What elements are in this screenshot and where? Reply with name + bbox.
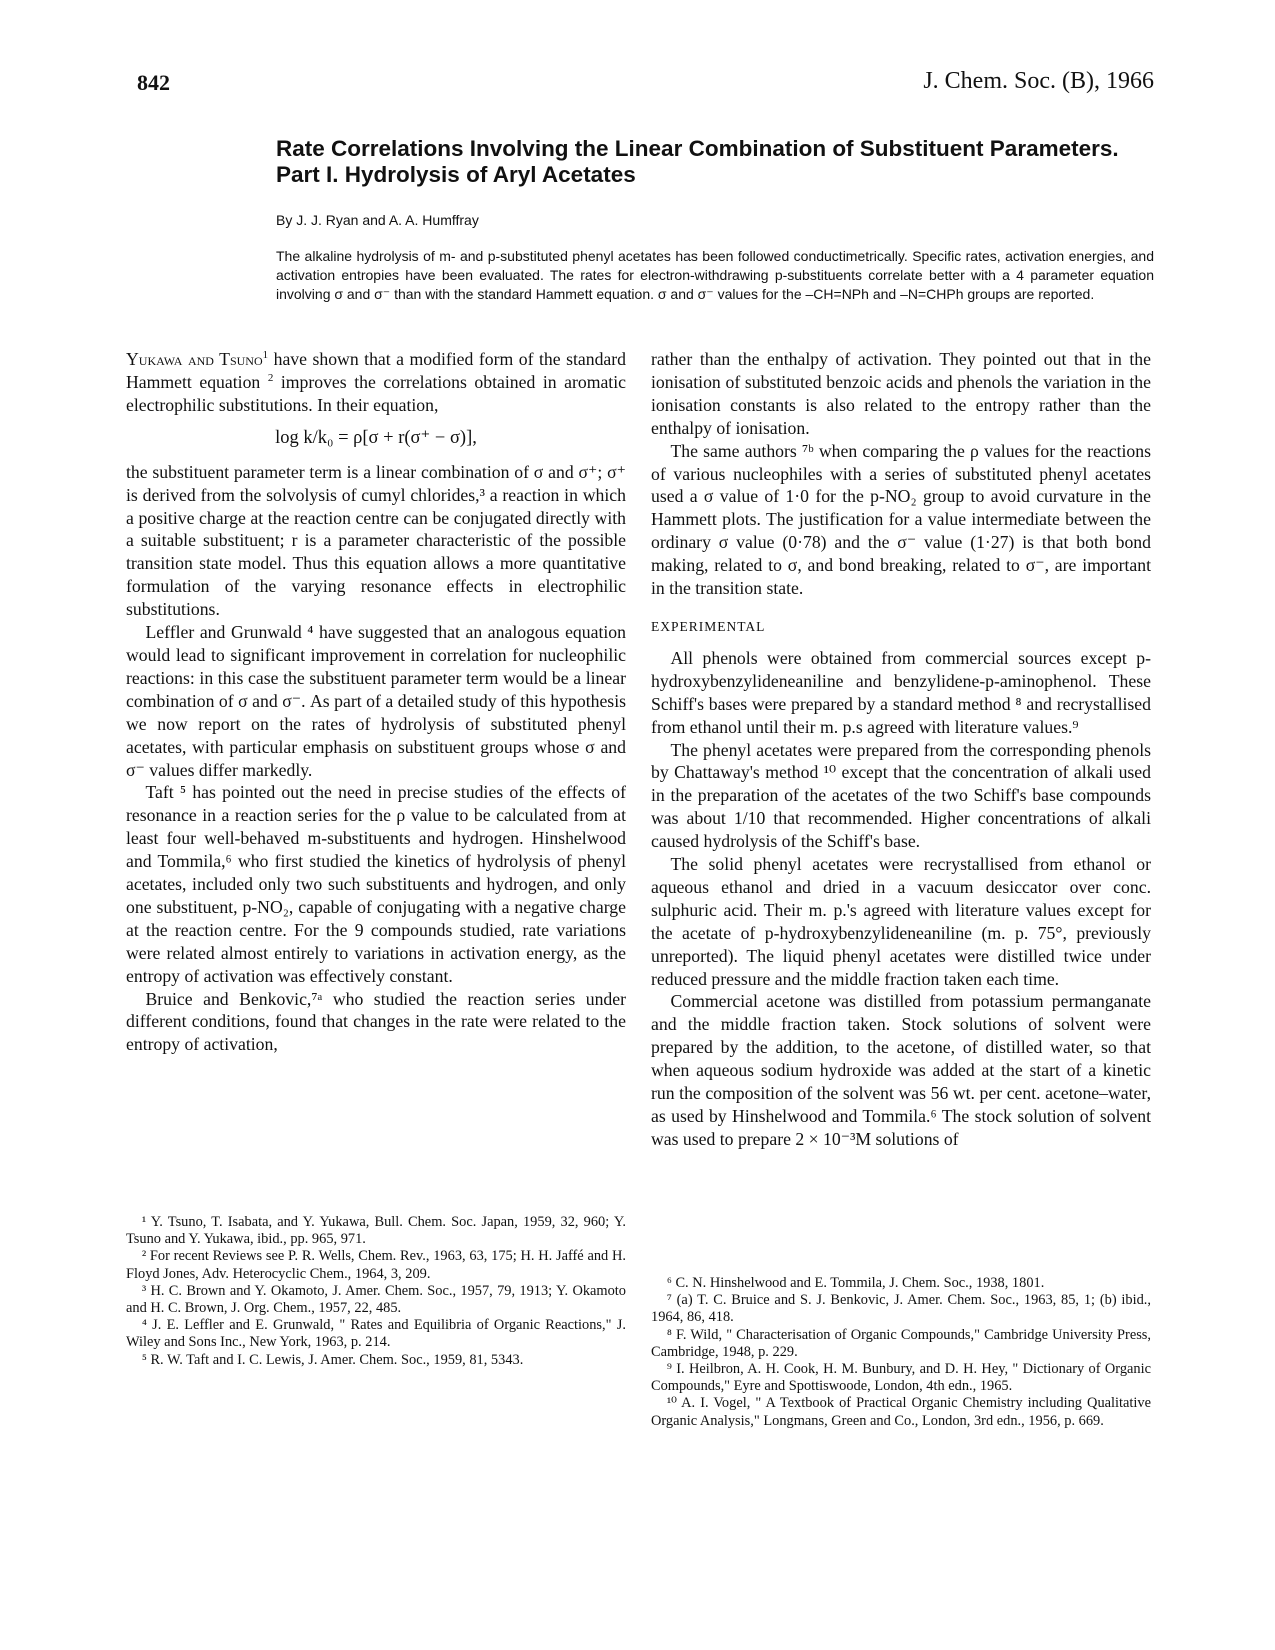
left-paragraph-1-text-a: have shown that a modified form of the standard Hammett equation [126,349,626,392]
intro-lead-authors: Yukawa and Tsuno [126,349,263,369]
left-column [126,348,626,1056]
left-paragraph-5: Bruice and Benkovic,⁷ᵃ who studied the reaction series under different conditions, found that changes in the rate were related to the entropy of activation, [126,988,626,1055]
footnote-4: ⁴ J. E. Leffler and E. Grunwald, " Rates and Equilibria of Organic Reactions," J. Wiley and Sons Inc., New York, 1963, p. 214. [126,1317,626,1351]
footnotes-left [126,1214,626,1369]
footnote-3: ³ H. C. Brown and Y. Okamoto, J. Amer. Chem. Soc., 1957, 79, 1913; Y. Okamoto and H. C. Brown, J. Org. Chem., 1957, 22, 485. [126,1282,626,1317]
left-paragraph-4: Taft ⁵ has pointed out the need in precise studies of the effects of resonance in a reaction series for the ρ value to be calculated from at least four well-behaved m-substituents and hydrogen. Hinshelwood and Tommila,⁶ who first studied the kinetics of hydrolysis of phenyl acetates, included only two such substituents and hydrogen, and only one substituent, p-NO₂, capable of conjugating with a negative charge at the reaction centre. For the 9 compounds studied, rate variations were related almost entirely to variations in activation energy, as the entropy of activation was effectively constant. [126,782,626,986]
right-paragraph-4: The phenyl acetates were prepared from the corresponding phenols by Chattaway's method ¹⁰ except that the concentration of alkali used in the preparation of the acetates of the two Schiff's base compounds was about 1/10 that recommended. Higher concentrations of alkali caused hydrolysis of the Schiff's base. [651,739,1151,852]
footnote-ref: 1 [262,349,269,362]
right-paragraph-5: The solid phenyl acetates were recrystallised from ethanol or aqueous ethanol and dried in a vacuum desiccator over conc. sulphuric acid. Their m. p.'s agreed with literature values except for the acetate of p-hydroxybenzylideneaniline (m. p. 75°, previously unreported). The liquid phenyl acetates were distilled twice under reduced pressure and the middle fraction taken each time. [651,854,1151,989]
left-paragraph-2: the substituent parameter term is a linear combination of σ and σ⁺; σ⁺ is derived from the solvolysis of cumyl chlorides,³ a reaction in which a positive charge at the reaction centre can be conjugated directly with a suitable substituent; r is a parameter characteristic of the possible transition state model. Thus this equation allows a more quantitative formulation of the varying resonance effects in electrophilic substitutions. [126,461,626,620]
footnote-7: ⁷ (a) T. C. Bruice and S. J. Benkovic, J. Amer. Chem. Soc., 1963, 85, 1; (b) ibid., 1964, 86, 418. [651,1292,1151,1326]
footnote-1: ¹ Y. Tsuno, T. Isabata, and Y. Yukawa, Bull. Chem. Soc. Japan, 1959, 32, 960; Y. Tsuno and Y. Yukawa, ibid., pp. 965, 971. [126,1214,626,1248]
left-paragraph-1 [126,348,626,417]
footnote-8: ⁸ F. Wild, " Characterisation of Organic Compounds," Cambridge University Press, Cambridge, 1948, p. 229. [651,1326,1151,1360]
left-paragraph-3: Leffler and Grunwald ⁴ have suggested that an analogous equation would lead to significant improvement in correlation for nucleophilic reactions: in this case the substituent parameter term would be a linear combination of σ and σ⁻. As part of a detailed study of this hypothesis we now report on the rates of hydrolysis of substituted phenyl acetates, with particular emphasis on substituent groups whose σ and σ⁻ values differ markedly. [126,622,626,780]
footnote-6: ⁶ C. N. Hinshelwood and E. Tommila, J. Chem. Soc., 1938, 1801. [666,1275,1045,1291]
footnote-9: ⁹ I. Heilbron, A. H. Cook, H. M. Bunbury, and D. H. Hey, " Dictionary of Organic Compounds," Eyre and Spottiswoode, London, 4th edn., 1965. [651,1361,1151,1395]
right-paragraph-3: All phenols were obtained from commercial sources except p-hydroxybenzylideneaniline and benzylidene-p-aminophenol. These Schiff's bases were prepared by a standard method ⁸ and recrystallised from ethanol until their m. p.s agreed with literature values.⁹ [651,647,1151,737]
right-paragraph-6: Commercial acetone was distilled from potassium permanganate and the middle fraction taken. Stock solutions of solvent were prepared by the addition, to the acetone, of distilled water, so that when aqueous sodium hydroxide was added at the start of a kinetic run the composition of the solvent was 56 wt. per cent. acetone–water, as used by Hinshelwood and Tommila.⁶ The stock solution of solvent was used to prepare 2 × 10⁻³M solutions of [651,991,1151,1149]
right-column [651,348,1151,1151]
right-paragraph-2: The same authors ⁷ᵇ when comparing the ρ values for the reactions of various nucleophiles with a series of substituted phenyl acetates used a σ value of 1·0 for the p-NO₂ group to avoid curvature in the Hammett plots. The justification for a value intermediate between the ordinary σ value (0·78) and the σ⁻ value (1·27) is that both bond making, related to σ, and bond breaking, related to σ⁻, are important in the transition state. [651,440,1151,599]
footnotes-right [651,1275,1151,1430]
page-number: 842 [137,70,170,95]
yukawa-tsuno-equation: log k/k₀ = ρ[σ + r(σ⁺ − σ)], [275,427,477,448]
footnote-2: ² For recent Reviews see P. R. Wells, Chem. Rev., 1963, 63, 175; H. H. Jaffé and H. Floyd Jones, Adv. Heterocyclic Chem., 1964, 3, 209. [126,1248,626,1282]
footnote-10: ¹⁰ A. I. Vogel, " A Textbook of Practical Organic Chemistry including Qualitative Organic Analysis," Longmans, Green and Co., London, 3rd edn., 1956, p. 669. [651,1395,1151,1429]
section-heading-experimental: EXPERIMENTAL [651,618,766,634]
journal-header: J. Chem. Soc. (B), 1966 [923,68,1154,94]
article-title: Rate Correlations Involving the Linear Combination of Substituent Parameters. Part I. Hydrolysis of Aryl Acetates [276,136,1119,187]
footnote-5: ⁵ R. W. Taft and I. C. Lewis, J. Amer. Chem. Soc., 1959, 81, 5343. [141,1351,524,1368]
left-paragraph-1-text-b: improves the correlations obtained in aromatic electrophilic substitutions. In their equation, [126,371,626,415]
right-paragraph-1: rather than the enthalpy of activation. They pointed out that in the ionisation of substituted benzoic acids and phenols the variation in the ionisation constants is also related to the entropy rather than the enthalpy of ionisation. [651,349,1151,438]
footnote-ref: 2 [267,372,274,385]
article-authors: By J. J. Ryan and A. A. Humffray [276,212,479,228]
article-abstract: The alkaline hydrolysis of m- and p-substituted phenyl acetates has been followed conductimetrically. Specific rates, activation energies, and activation entropies have been evaluated. The rates for electron-withdrawing p-substituents correlate better with a 4 parameter equation involving σ and σ⁻ than with the standard Hammett equation. σ and σ⁻ values for the –CH=NPh and –N=CHPh groups are reported. [276,248,1154,302]
